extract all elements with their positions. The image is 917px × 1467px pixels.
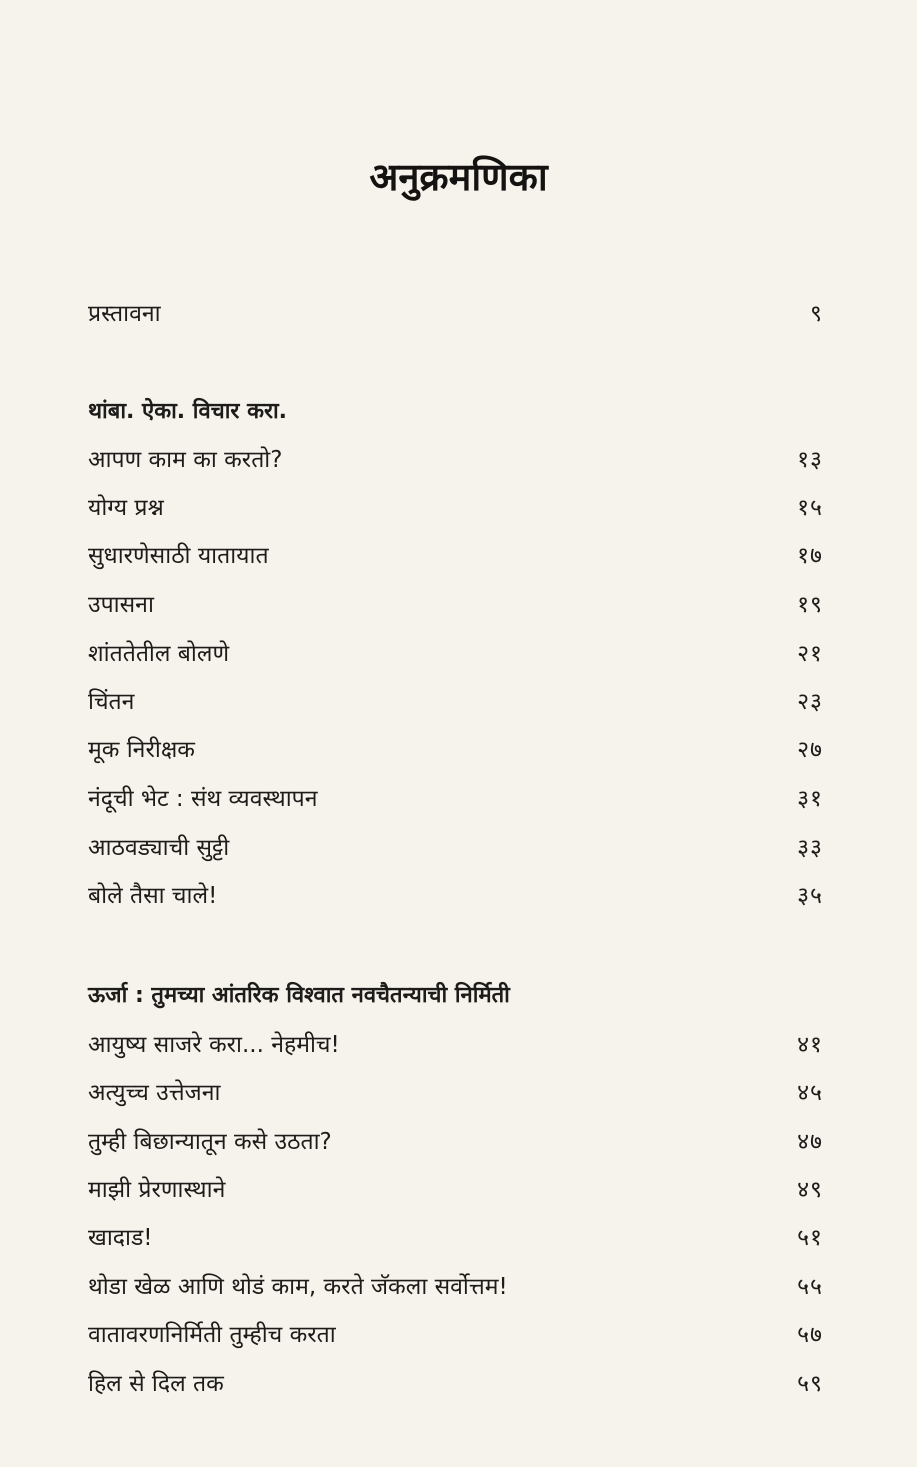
section-heading: थांबा. ऐका. विचार करा. — [88, 399, 288, 424]
entry-label: प्रस्तावना — [88, 301, 161, 327]
toc-entry-preface[interactable] — [88, 298, 823, 330]
page-title: अनुक्रमणिका — [369, 155, 548, 199]
entry-label: मूक निरीक्षक — [88, 737, 195, 763]
entry-page-number: २३ — [797, 689, 823, 715]
toc-entry[interactable] — [88, 1029, 823, 1061]
toc-entry[interactable] — [88, 589, 823, 621]
toc-entry[interactable] — [88, 783, 823, 815]
toc-entry[interactable] — [88, 1126, 823, 1158]
entry-page-number: ४९ — [797, 1177, 823, 1203]
toc-entry[interactable] — [88, 492, 823, 524]
toc-entry[interactable] — [88, 734, 823, 766]
entry-page-number: २१ — [797, 641, 823, 667]
entry-label: सुधारणेसाठी यातायात — [88, 543, 269, 569]
toc-entry[interactable] — [88, 1271, 823, 1303]
entry-page-number: ३५ — [797, 883, 823, 909]
entry-label: खादाड! — [88, 1225, 153, 1251]
toc-entry[interactable] — [88, 1077, 823, 1109]
entry-label: माझी प्रेरणास्थाने — [88, 1177, 226, 1203]
entry-page-number: ३३ — [797, 835, 823, 861]
toc-entry[interactable] — [88, 1174, 823, 1206]
entry-page-number: ४७ — [797, 1129, 823, 1155]
toc-entry[interactable] — [88, 832, 823, 864]
toc-entry[interactable] — [88, 638, 823, 670]
toc-entry[interactable] — [88, 444, 823, 476]
toc-entry[interactable] — [88, 1368, 823, 1400]
toc-entry[interactable] — [88, 686, 823, 718]
entry-page-number: ३१ — [797, 786, 823, 812]
entry-label: आयुष्य साजरे करा... नेहमीच! — [88, 1032, 340, 1058]
entry-label: नंदूची भेट : संथ व्यवस्थापन — [88, 786, 318, 812]
entry-label: शांततेतील बोलणे — [88, 641, 230, 667]
toc-entry[interactable] — [88, 540, 823, 572]
entry-page-number: २७ — [797, 737, 823, 763]
entry-label: वातावरणनिर्मिती तुम्हीच करता — [88, 1322, 336, 1348]
entry-page-number: १३ — [797, 447, 823, 473]
entry-label: थोडा खेळ आणि थोडं काम, करते जॅकला सर्वोत्तम! — [88, 1274, 508, 1300]
entry-label: योग्य प्रश्न — [88, 495, 164, 521]
entry-page-number: १७ — [797, 543, 823, 569]
section-heading: ऊर्जा : तुमच्या आंतरिक विश्वात नवचैतन्याची निर्मिती — [88, 983, 510, 1008]
toc-entry[interactable] — [88, 880, 823, 912]
entry-label: आपण काम का करतो? — [88, 447, 283, 473]
entry-page-number: १९ — [797, 592, 823, 618]
entry-label: उपासना — [88, 592, 154, 618]
entry-label: आठवड्याची सुट्टी — [88, 835, 230, 861]
entry-label: तुम्ही बिछान्यातून कसे उठता? — [88, 1129, 332, 1155]
toc-entry[interactable] — [88, 1222, 823, 1254]
entry-page-number: ४५ — [797, 1080, 823, 1106]
entry-page-number: ४१ — [797, 1032, 823, 1058]
entry-page-number: ५७ — [797, 1322, 823, 1348]
entry-label: हिल से दिल तक — [88, 1371, 224, 1397]
entry-page-number: ९ — [810, 301, 823, 327]
entry-page-number: ५५ — [797, 1274, 823, 1300]
entry-label: चिंतन — [88, 689, 135, 715]
entry-page-number: ५१ — [797, 1225, 823, 1251]
entry-page-number: १५ — [797, 495, 823, 521]
entry-label: अत्युच्च उत्तेजना — [88, 1080, 221, 1106]
entry-page-number: ५९ — [797, 1371, 823, 1397]
entry-label: बोले तैसा चाले! — [88, 883, 218, 909]
toc-entry[interactable] — [88, 1319, 823, 1351]
